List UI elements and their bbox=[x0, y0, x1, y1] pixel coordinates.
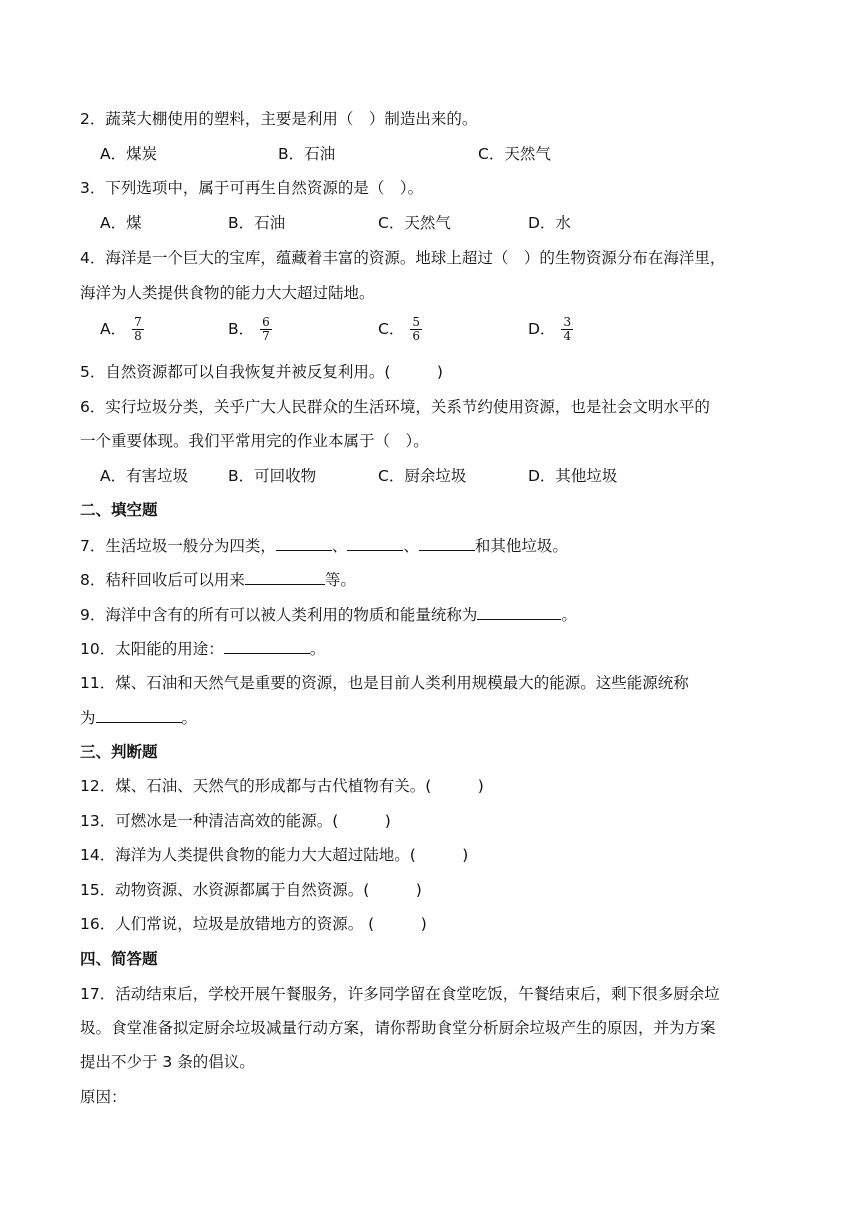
question-6-stem-line2: 一个重要体现。我们平常用完的作业本属于（ ）。 bbox=[80, 432, 429, 450]
option-label: D． bbox=[528, 320, 556, 338]
q2-option-a: A．煤炭 bbox=[100, 145, 158, 163]
option-label: B． bbox=[228, 320, 255, 338]
question-10-text: 10．太阳能的用途： bbox=[80, 640, 224, 658]
fraction bbox=[561, 316, 573, 343]
q2-option-b: B．石油 bbox=[278, 145, 336, 163]
answer-blank[interactable] bbox=[477, 603, 561, 620]
question-17-line3: 提出不少于 3 条的倡议。 bbox=[80, 1053, 255, 1071]
numerator: 6 bbox=[262, 315, 270, 329]
q4-option-a bbox=[100, 316, 144, 343]
answer-blank[interactable] bbox=[347, 534, 403, 551]
question-11-line1: 11．煤、石油和天然气是重要的资源，也是目前人类利用规模最大的能源。这些能源统称 bbox=[80, 674, 689, 692]
question-7-text: 7．生活垃圾一般分为四类， bbox=[80, 537, 276, 555]
separator: 、 bbox=[331, 537, 348, 555]
question-7-tail: 和其他垃圾。 bbox=[474, 537, 568, 555]
question-17-line2: 圾。食堂准备拟定厨余垃圾减量行动方案，请你帮助食堂分析厨余垃圾产生的原因，并为方案 bbox=[80, 1019, 716, 1037]
question-10-tail: 。 bbox=[309, 640, 326, 658]
question-15: 15．动物资源、水资源都属于自然资源。( ) bbox=[80, 881, 422, 899]
q3-option-a: A．煤 bbox=[100, 214, 142, 232]
q6-option-b: B．可回收物 bbox=[228, 467, 317, 485]
question-11-tail: 。 bbox=[181, 709, 198, 727]
question-8-tail: 等。 bbox=[324, 571, 356, 589]
question-2-stem: 2．蔬菜大棚使用的塑料，主要是利用（ ）制造出来的。 bbox=[80, 110, 478, 128]
question-11-text: 为 bbox=[80, 709, 96, 727]
section-heading-fill-in: 二、填空题 bbox=[80, 501, 158, 519]
denominator: 6 bbox=[412, 329, 420, 343]
question-4-stem-line1: 4．海洋是一个巨大的宝库，蕴藏着丰富的资源。地球上超过（ ）的生物资源分布在海洋里， bbox=[80, 249, 726, 267]
question-8-text: 8．秸秆回收后可以用来 bbox=[80, 571, 245, 589]
fraction bbox=[410, 316, 422, 343]
fraction bbox=[260, 316, 272, 343]
question-9-text: 9．海洋中含有的所有可以被人类利用的物质和能量统称为 bbox=[80, 606, 478, 624]
answer-label-reason: 原因： bbox=[80, 1088, 127, 1106]
q4-option-d bbox=[528, 316, 573, 343]
q6-option-d: D．其他垃圾 bbox=[528, 467, 618, 485]
q6-option-a: A．有害垃圾 bbox=[100, 467, 189, 485]
q3-option-d: D．水 bbox=[528, 214, 571, 232]
denominator: 4 bbox=[563, 329, 572, 343]
option-label: C． bbox=[378, 320, 405, 338]
option-label: A． bbox=[100, 320, 127, 338]
section-heading-short-answer: 四、简答题 bbox=[80, 950, 158, 968]
q3-option-b: B．石油 bbox=[228, 214, 286, 232]
fraction bbox=[132, 316, 144, 343]
question-9 bbox=[80, 603, 577, 626]
q4-option-b bbox=[228, 316, 272, 343]
question-16: 16．人们常说，垃圾是放错地方的资源。 ( ) bbox=[80, 915, 427, 933]
answer-blank[interactable] bbox=[276, 534, 332, 551]
answer-blank[interactable] bbox=[224, 637, 310, 654]
question-10 bbox=[80, 637, 325, 660]
numerator: 7 bbox=[134, 315, 142, 329]
q6-option-c: C．厨余垃圾 bbox=[378, 467, 467, 485]
question-14: 14．海洋为人类提供食物的能力大大超过陆地。( ) bbox=[80, 846, 469, 864]
question-12: 12．煤、石油、天然气的形成都与古代植物有关。( ) bbox=[80, 777, 484, 795]
question-3-stem: 3．下列选项中，属于可再生自然资源的是（ ）。 bbox=[80, 179, 424, 197]
answer-blank[interactable] bbox=[96, 706, 182, 723]
question-8 bbox=[80, 568, 356, 591]
question-5-stem: 5．自然资源都可以自我恢复并被反复利用。( ) bbox=[80, 363, 443, 381]
numerator: 5 bbox=[412, 315, 420, 329]
separator: 、 bbox=[403, 537, 419, 555]
answer-blank[interactable] bbox=[419, 534, 475, 551]
numerator: 3 bbox=[563, 315, 572, 329]
question-4-stem-line2: 海洋为人类提供食物的能力大大超过陆地。 bbox=[80, 284, 375, 302]
question-13: 13．可燃冰是一种清洁高效的能源。( ) bbox=[80, 812, 391, 830]
answer-blank[interactable] bbox=[245, 568, 325, 585]
section-heading-true-false: 三、判断题 bbox=[80, 743, 158, 761]
q4-option-c bbox=[378, 316, 422, 343]
denominator: 8 bbox=[134, 329, 142, 343]
question-11-line2 bbox=[80, 706, 197, 729]
question-6-stem-line1: 6．实行垃圾分类，关乎广大人民群众的生活环境，关系节约使用资源，也是社会文明水平的 bbox=[80, 398, 710, 416]
q3-option-c: C．天然气 bbox=[378, 214, 451, 232]
q2-option-c: C．天然气 bbox=[478, 145, 551, 163]
question-17-line1: 17．活动结束后，学校开展午餐服务，许多同学留在食堂吃饭，午餐结束后，剩下很多厨余垃 bbox=[80, 985, 720, 1003]
question-7 bbox=[80, 534, 568, 557]
question-9-tail: 。 bbox=[561, 606, 577, 624]
denominator: 7 bbox=[262, 329, 270, 343]
